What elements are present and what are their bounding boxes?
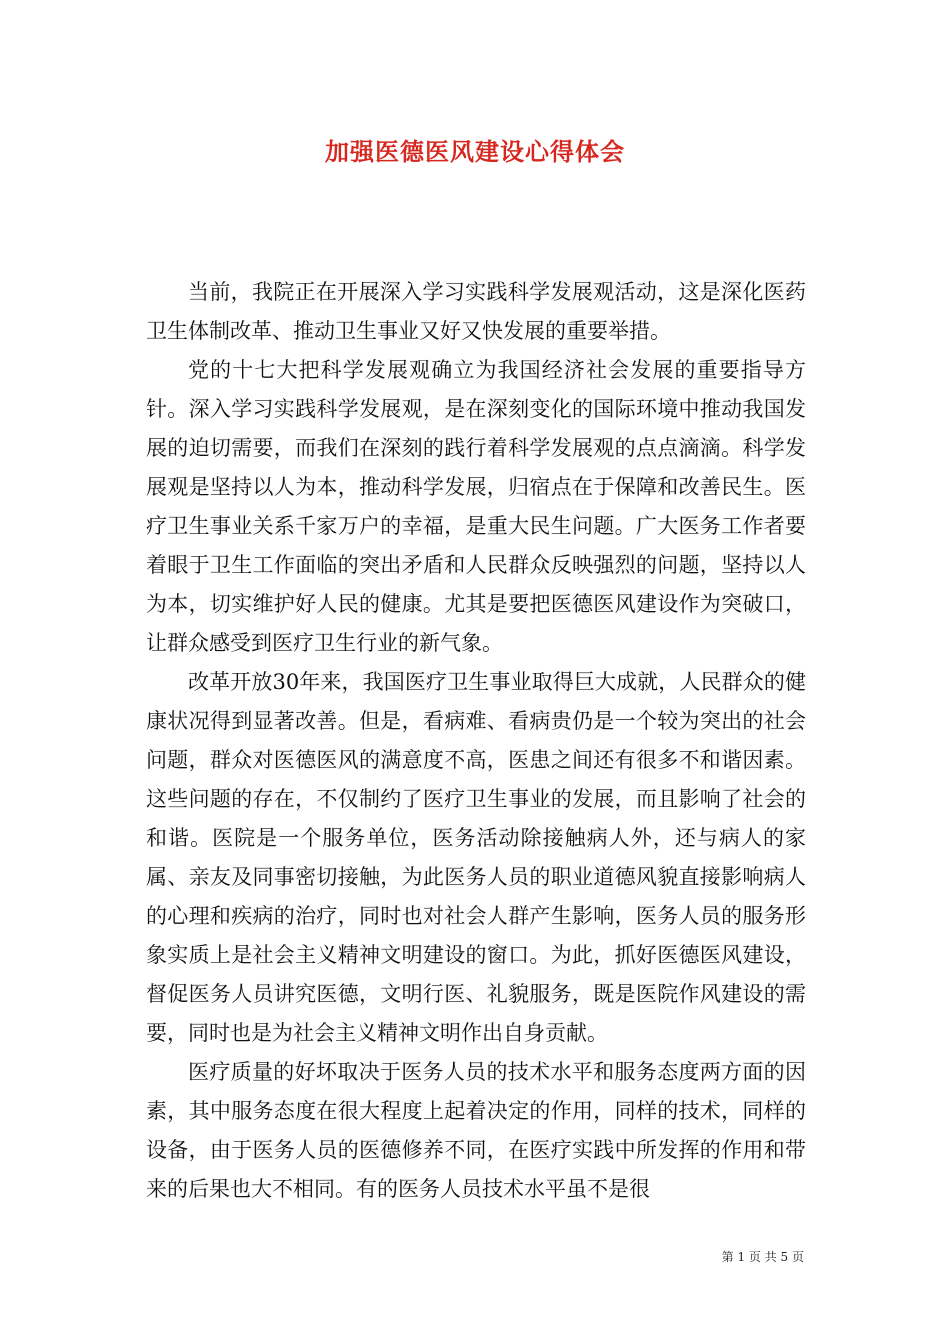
document-body — [146, 273, 806, 1209]
paragraph-1: 当前，我院正在开展深入学习实践科学发展观活动，这是深化医药卫生体制改革、推动卫生事业又好又快发展的重要举措。 — [146, 280, 806, 343]
paragraph-4: 医疗质量的好坏取决于医务人员的技术水平和服务态度两方面的因素，其中服务态度在很大程度上起着决定的作用，同样的技术，同样的设备，由于医务人员的医德修养不同，在医疗实践中所发挥的作用和带来的后果也大不相同。有的医务人员技术水平虽不是很 — [146, 1060, 806, 1201]
paragraph-3: 改革开放30年来，我国医疗卫生事业取得巨大成就，人民群众的健康状况得到显著改善。但是，看病难、看病贵仍是一个较为突出的社会问题，群众对医德医风的满意度不高，医患之间还有很多不和谐因素。这些问题的存在，不仅制约了医疗卫生事业的发展，而且影响了社会的和谐。医院是一个服务单位，医务活动除接触病人外，还与病人的家属、亲友及同事密切接触，为此医务人员的职业道德风貌直接影响病人的心理和疾病的治疗，同时也对社会人群产生影响，医务人员的服务形象实质上是社会主义精神文明建设的窗口。为此，抓好医德医风建设，督促医务人员讲究医德，文明行医、礼貌服务，既是医院作风建设的需要，同时也是为社会主义精神文明作出自身贡献。 — [146, 670, 806, 1045]
page-number-footer: 第 1 页 共 5 页 — [721, 1250, 804, 1264]
document-title: 加强医德医风建设心得体会 — [325, 137, 625, 166]
paragraph-2: 党的十七大把科学发展观确立为我国经济社会发展的重要指导方针。深入学习实践科学发展观，是在深刻变化的国际环境中推动我国发展的迫切需要，而我们在深刻的践行着科学发展观的点点滴滴。科学发展观是坚持以人为本，推动科学发展，归宿点在于保障和改善民生。医疗卫生事业关系千家万户的幸福，是重大民生问题。广大医务工作者要着眼于卫生工作面临的突出矛盾和人民群众反映强烈的问题，坚持以人为本，切实维护好人民的健康。尤其是要把医德医风建设作为突破口，让群众感受到医疗卫生行业的新气象。 — [146, 358, 806, 655]
